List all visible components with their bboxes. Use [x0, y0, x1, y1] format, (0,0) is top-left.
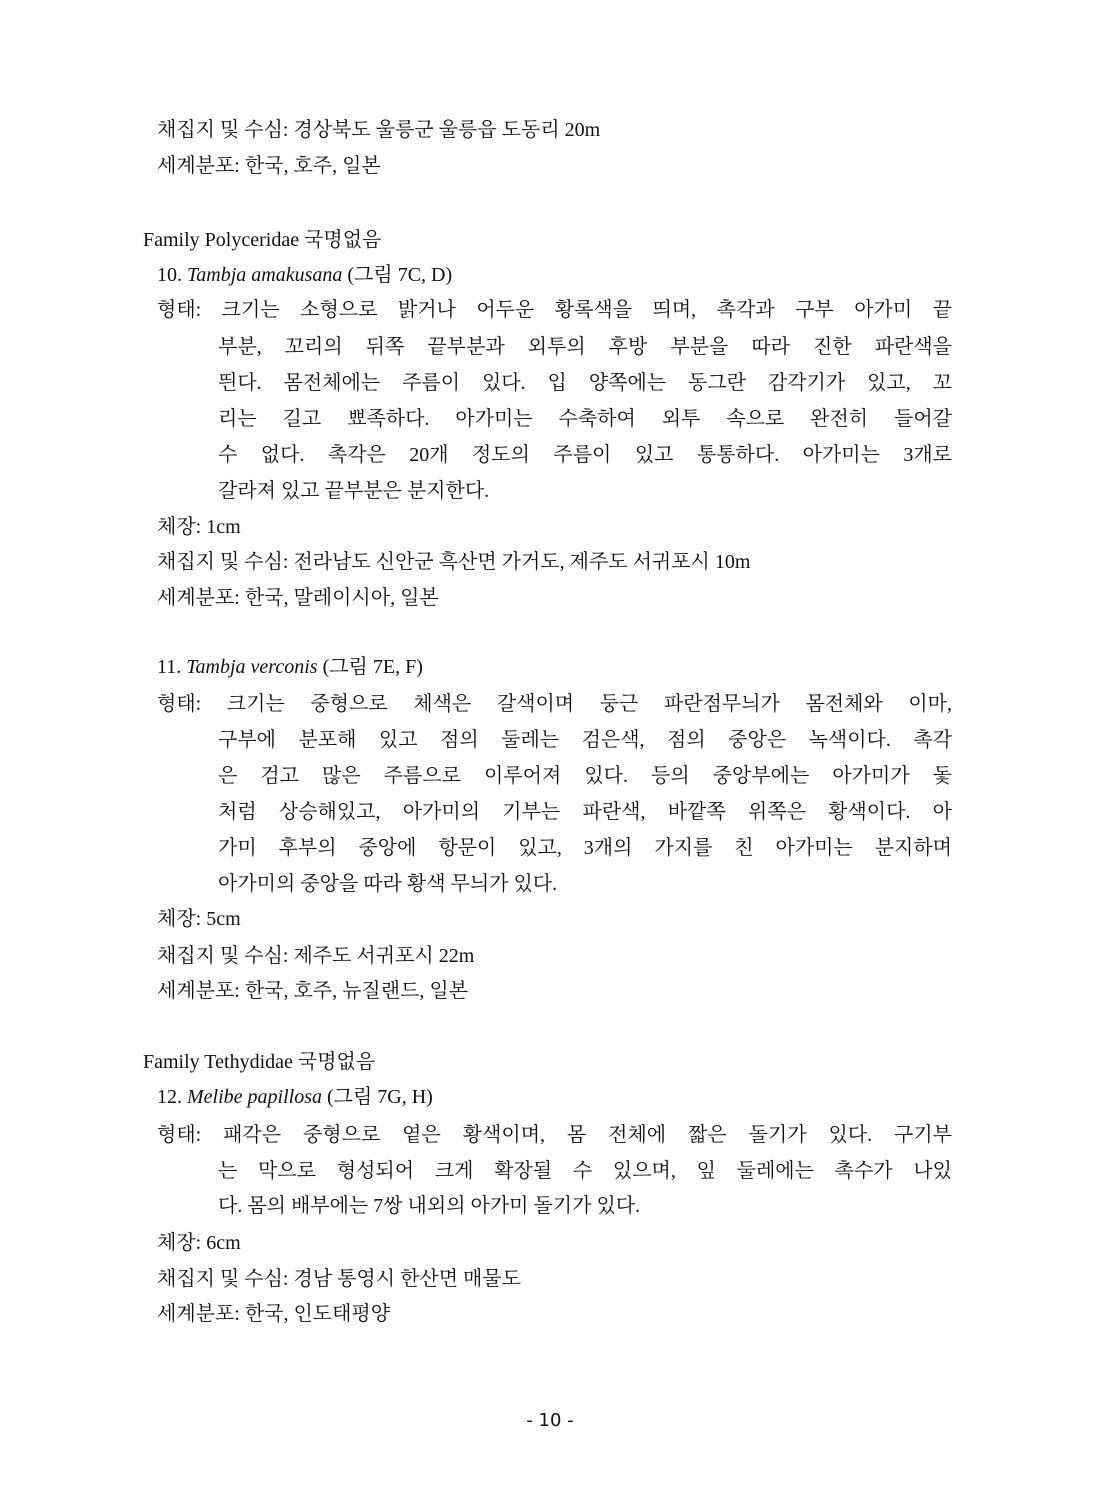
- morphology-line: 은 검고 많은 주름으로 이루어져 있다. 등의 중앙부에는 아가미가 돛: [218, 765, 952, 787]
- morphology-line: 형태: 크기는 중형으로 체색은 갈색이며 둥근 파란점무늬가 몸전체와 이마,: [157, 693, 952, 715]
- species-heading: [157, 655, 423, 679]
- morphology-line: 아가미의 중앙을 따라 황색 무늬가 있다.: [218, 873, 558, 895]
- page-number: - 10 -: [526, 1410, 574, 1431]
- morphology-line: 구부에 분포해 있고 점의 둘레는 검은색, 점의 중앙은 녹색이다. 촉각: [218, 729, 952, 751]
- morphology-line: 처럼 상승해있고, 아가미의 기부는 파란색, 바깥쪽 위쪽은 황색이다. 아: [218, 801, 952, 823]
- collection-line: 채집지 및 수심: 경남 통영시 한산면 매물도: [157, 1268, 521, 1290]
- family-heading: Family Polyceridae 국명없음: [143, 229, 382, 251]
- species-number: 10.: [157, 264, 182, 286]
- figure-ref: (그림 7E, F): [322, 656, 423, 678]
- length-line: 체장: 6cm: [157, 1232, 241, 1254]
- collection-line: 채집지 및 수심: 제주도 서귀포시 22m: [157, 945, 475, 967]
- morphology-line: 는 막으로 형성되어 크게 확장될 수 있으며, 잎 둘레에는 촉수가 나있: [218, 1160, 952, 1182]
- species-heading: [157, 263, 452, 287]
- morphology-line: 부분, 꼬리의 뒤쪽 끝부분과 외투의 후방 부분을 따라 진한 파란색을: [218, 336, 952, 358]
- morphology-line: 수 없다. 촉각은 20개 정도의 주름이 있고 통통하다. 아가미는 3개로: [218, 444, 952, 466]
- morphology-line: 가미 후부의 중앙에 항문이 있고, 3개의 가지를 친 아가미는 분지하며: [218, 837, 952, 859]
- morphology-line: 갈라져 있고 끝부분은 분지한다.: [218, 480, 490, 502]
- species-number: 11.: [157, 656, 182, 678]
- distribution-line: 세계분포: 한국, 말레이시아, 일본: [157, 587, 439, 609]
- figure-ref: (그림 7G, H): [326, 1086, 433, 1108]
- figure-ref: (그림 7C, D): [347, 264, 453, 286]
- distribution-line: 세계분포: 한국, 인도태평양: [157, 1303, 391, 1325]
- length-line: 체장: 1cm: [157, 516, 241, 538]
- morphology-line: 리는 길고 뾰족하다. 아가미는 수축하여 외투 속으로 완전히 들어갈: [218, 408, 952, 430]
- length-line: 체장: 5cm: [157, 908, 241, 930]
- distribution-line: 세계분포: 한국, 호주, 뉴질랜드, 일본: [157, 980, 469, 1002]
- species-heading: [157, 1085, 433, 1109]
- morphology-line: 형태: 패각은 중형으로 옅은 황색이며, 몸 전체에 짧은 돌기가 있다. 구기부: [157, 1124, 952, 1146]
- collection-line: 채집지 및 수심: 전라남도 신안군 흑산면 가거도, 제주도 서귀포시 10m: [157, 551, 751, 573]
- species-name: Melibe papillosa: [187, 1086, 322, 1108]
- family-heading: Family Tethydidae 국명없음: [143, 1051, 376, 1073]
- distribution-line: 세계분포: 한국, 호주, 일본: [157, 155, 381, 177]
- species-name: Tambja verconis: [186, 656, 318, 678]
- species-number: 12.: [157, 1086, 182, 1108]
- species-name: Tambja amakusana: [187, 264, 343, 286]
- morphology-line: 띈다. 몸전체에는 주름이 있다. 입 양쪽에는 동그란 감각기가 있고, 꼬: [218, 372, 952, 394]
- morphology-line: 형태: 크기는 소형으로 밝거나 어두운 황록색을 띄며, 촉각과 구부 아가미 끝: [157, 299, 952, 321]
- collection-line: 채집지 및 수심: 경상북도 울릉군 울릉읍 도동리 20m: [157, 119, 601, 141]
- morphology-line: 다. 몸의 배부에는 7쌍 내외의 아가미 돌기가 있다.: [218, 1195, 641, 1217]
